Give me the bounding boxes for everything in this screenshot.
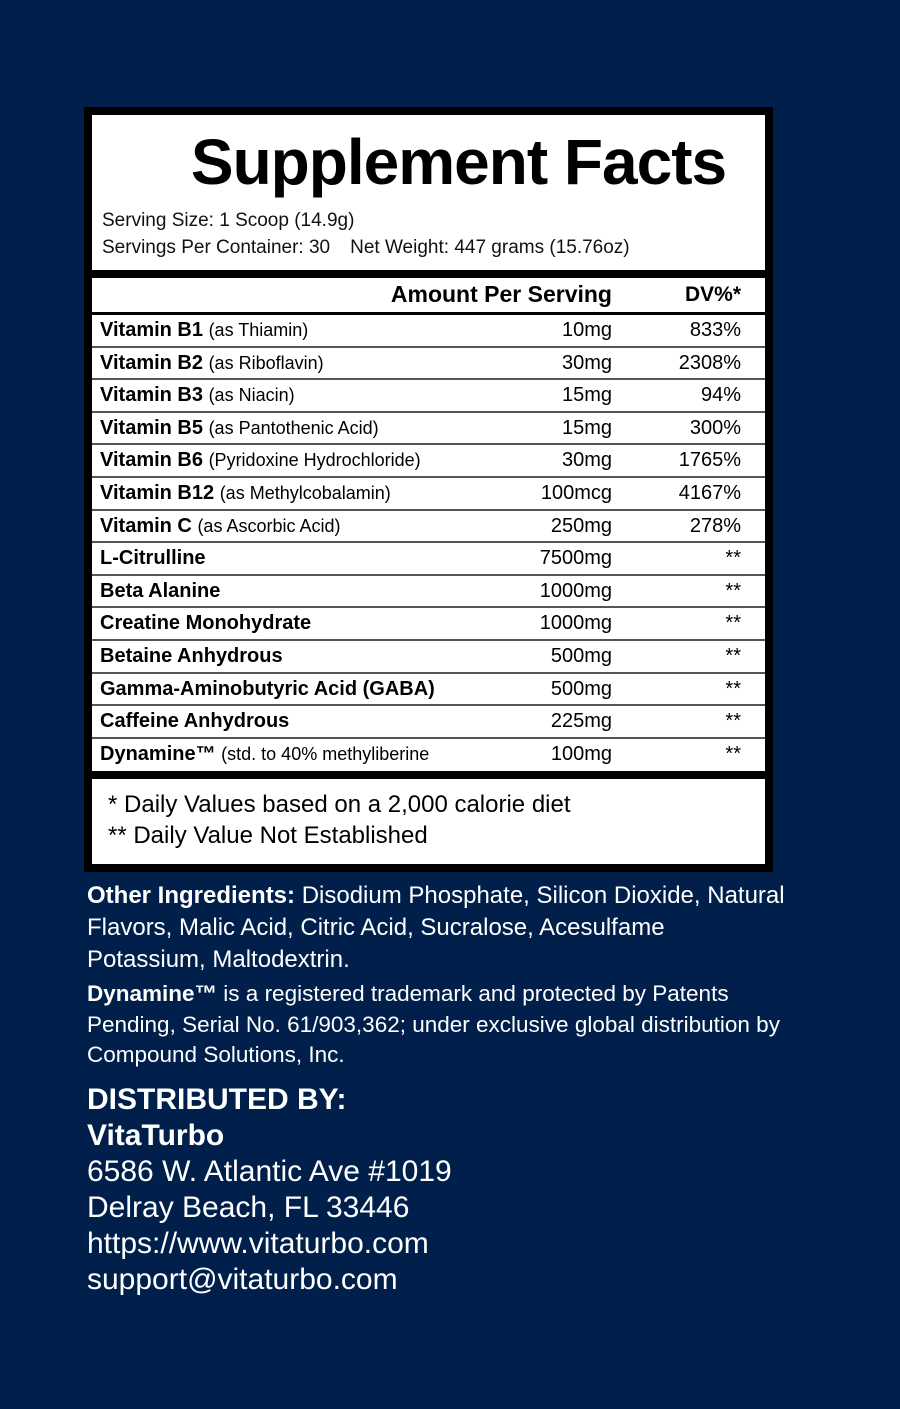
ingredient-title: Caffeine Anhydrous [100,710,290,733]
ingredient-title: Gamma-Aminobutyric Acid (GABA) [100,677,435,700]
ingredient-dv: 94% [700,384,741,407]
ingredient-name [100,515,341,538]
ingredient-title: Beta Alanine [100,579,221,602]
footnote-not-established: ** Daily Value Not Established [108,822,428,849]
ingredient-amount: 7500mg [539,547,612,570]
table-row [92,511,765,544]
ingredient-name [100,678,435,701]
amount-header: Amount Per Serving [390,281,612,307]
ingredient-title: Dynamine™ [100,742,216,765]
ingredient-amount: 500mg [550,677,612,700]
ingredient-title: Vitamin B5 [100,416,203,439]
table-row [92,543,765,576]
ingredient-dv: 833% [689,319,741,341]
ingredient-dv: ** [725,547,741,570]
ingredient-amount: 10mg [561,319,612,341]
servings-per-container: Servings Per Container: 30 [102,237,331,258]
table-row [92,641,765,674]
other-ingredients-label: Other Ingredients: [87,882,296,909]
ingredient-amount: 100mg [550,742,612,765]
ingredient-name [100,743,429,766]
servings-info [102,237,630,259]
ingredient-source: (as Ascorbic Acid) [197,515,341,536]
serving-size: Serving Size: 1 Scoop (14.9g) [102,210,355,231]
ingredient-title: L-Citrulline [100,547,206,570]
ingredient-source: (Pyridoxine Hydrochloride) [208,450,421,471]
ingredient-dv: 300% [689,416,741,439]
ingredient-name [100,710,289,733]
ingredient-source: (as Thiamin) [208,320,309,340]
ingredient-name [100,449,421,472]
ingredient-amount: 15mg [561,416,612,439]
ingredient-dv: ** [725,579,741,602]
ingredient-dv: 4167% [678,482,741,504]
ingredient-title: Creatine Monohydrate [100,612,312,635]
ingredient-amount: 500mg [550,645,612,667]
ingredient-dv: 1765% [678,449,741,472]
ingredient-source: (as Niacin) [208,385,295,406]
table-row [92,478,765,511]
table-row [92,413,765,446]
table-row [92,380,765,413]
table-row [92,674,765,707]
trademark-text: is a registered trademark and protected by Patents Pending, Serial No. 61/903,362; under exclusive global distribution by Compound Solutions, Inc. [87,981,780,1067]
table-row [92,315,765,348]
footnote-daily-values: * Daily Values based on a 2,000 calorie diet [108,791,571,818]
ingredient-dv: ** [725,742,741,765]
ingredient-name [100,645,283,668]
ingredient-name [100,547,206,570]
table-row [92,608,765,641]
ingredient-amount: 15mg [561,384,612,407]
ingredient-name [100,384,295,407]
ingredient-name [100,352,324,375]
net-weight: Net Weight: 447 grams (15.76oz) [350,237,630,258]
ingredient-dv: 278% [689,514,741,537]
ingredient-name [100,482,391,505]
trademark-notice [87,979,787,1071]
ingredient-title: Vitamin C [100,514,192,537]
table-row [92,739,765,772]
distributor-website[interactable]: https://www.vitaturbo.com [87,1227,429,1260]
ingredient-name [100,319,308,342]
ingredient-name [100,580,220,603]
ingredient-name [100,417,379,440]
ingredient-amount: 225mg [550,710,612,733]
trademark-label: Dynamine™ [87,981,218,1006]
distributor-address1: 6586 W. Atlantic Ave #1019 [87,1155,452,1188]
supplement-facts-label [84,107,773,872]
ingredient-dv: ** [725,677,741,700]
ingredient-source: (as Pantothenic Acid) [208,417,379,438]
ingredient-dv: 2308% [678,351,741,374]
ingredient-title: Betaine Anhydrous [100,645,283,667]
distributor-address2: Delray Beach, FL 33446 [87,1191,410,1224]
table-row [92,445,765,478]
title-panel [92,115,765,270]
distributor-block [87,1082,452,1298]
ingredient-title: Vitamin B6 [100,449,203,472]
other-ingredients [87,880,787,976]
ingredient-name [100,612,311,635]
ingredient-amount: 1000mg [539,612,612,635]
footnotes [92,779,765,864]
distributor-name: VitaTurbo [87,1119,225,1152]
ingredient-title: Vitamin B12 [100,482,215,504]
label-title: Supplement Facts [190,126,727,198]
facts-table [92,278,765,771]
ingredient-source: (as Riboflavin) [208,352,324,373]
ingredient-dv: ** [725,645,741,667]
ingredient-source: (as Methylcobalamin) [219,483,391,503]
other-ingredients-text: Disodium Phosphate, Silicon Dioxide, Natural Flavors, Malic Acid, Citric Acid, Sucralose, Acesulfame Potassium, Maltodextrin. [87,882,785,973]
ingredient-title: Vitamin B2 [100,351,203,374]
dv-header: DV%* [684,283,741,306]
ingredient-amount: 1000mg [539,579,612,602]
table-row [92,348,765,381]
table-row [92,706,765,739]
ingredient-amount: 30mg [561,351,612,374]
ingredient-amount: 250mg [550,514,612,537]
distributor-email[interactable]: support@vitaturbo.com [87,1263,398,1296]
table-header [92,278,765,315]
distributor-heading: DISTRIBUTED BY: [87,1083,347,1116]
ingredient-source: (std. to 40% methyliberine [221,743,430,764]
ingredient-amount: 30mg [561,449,612,472]
ingredient-title: Vitamin B1 [100,319,203,341]
ingredient-amount: 100mcg [540,482,612,504]
ingredient-dv: ** [725,710,741,733]
table-row [92,576,765,609]
ingredient-title: Vitamin B3 [100,384,203,407]
ingredient-dv: ** [725,612,741,635]
